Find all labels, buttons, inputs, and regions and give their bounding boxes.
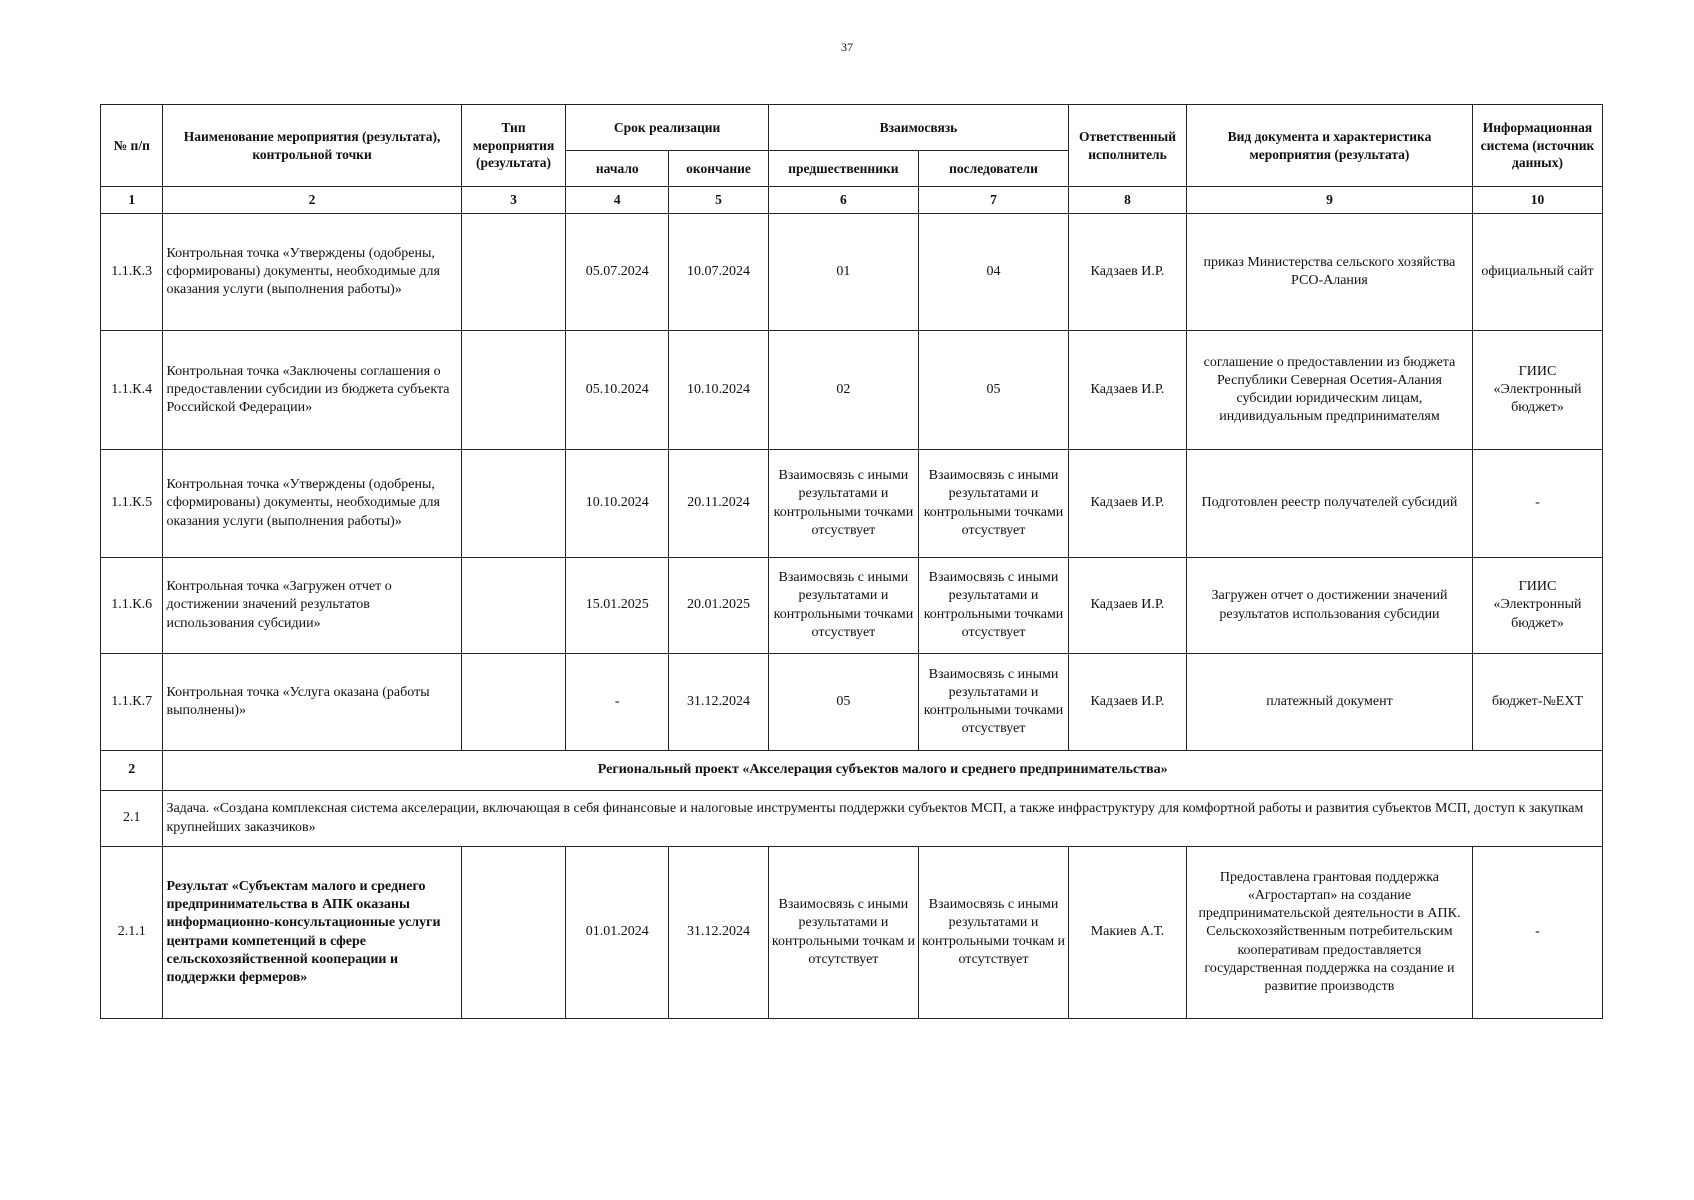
header-pred: предшественники	[768, 151, 918, 187]
result-start: 01.01.2024	[566, 847, 669, 1019]
row-pred: 02	[768, 331, 918, 450]
result-info: -	[1473, 847, 1603, 1019]
row-num: 1.1.К.6	[101, 558, 163, 654]
result-row	[101, 847, 1603, 1019]
row-resp: Кадзаев И.Р.	[1069, 654, 1187, 751]
page-number: 37	[841, 40, 853, 54]
row-succ: Взаимосвязь с иными результатами и контрольными точками отсуствует	[918, 558, 1068, 654]
header-name: Наименование мероприятия (результата), контрольной точки	[163, 105, 461, 187]
row-pred: 05	[768, 654, 918, 751]
header-end: окончание	[669, 151, 769, 187]
row-end: 10.07.2024	[669, 214, 769, 331]
row-type	[461, 331, 566, 450]
col-number: 9	[1186, 187, 1472, 214]
row-pred: 01	[768, 214, 918, 331]
column-number-row	[101, 187, 1603, 214]
col-number: 2	[163, 187, 461, 214]
result-end: 31.12.2024	[669, 847, 769, 1019]
row-info: официальный сайт	[1473, 214, 1603, 331]
row-pred: Взаимосвязь с иными результатами и контрольными точками отсуствует	[768, 450, 918, 558]
header-start: начало	[566, 151, 669, 187]
row-name: Контрольная точка «Утверждены (одобрены, сформированы) документы, необходимые для оказания услуги (выполнения работы)»	[163, 450, 461, 558]
project-num: 2	[101, 751, 163, 791]
row-resp: Кадзаев И.Р.	[1069, 214, 1187, 331]
row-start: 05.07.2024	[566, 214, 669, 331]
result-num: 2.1.1	[101, 847, 163, 1019]
row-end: 10.10.2024	[669, 331, 769, 450]
row-info: ГИИС «Электронный бюджет»	[1473, 558, 1603, 654]
row-start: 10.10.2024	[566, 450, 669, 558]
table-row	[101, 654, 1603, 751]
row-doc: соглашение о предоставлении из бюджета Республики Северная Осетия-Алания субсидии юридическим лицам, индивидуальным предпринимателям	[1186, 331, 1472, 450]
row-succ: 04	[918, 214, 1068, 331]
row-succ: Взаимосвязь с иными результатами и контрольными точками отсуствует	[918, 654, 1068, 751]
task-row	[101, 791, 1603, 847]
header-period: Срок реализации	[566, 105, 768, 151]
row-end: 20.01.2025	[669, 558, 769, 654]
project-title: Региональный проект «Акселерация субъектов малого и среднего предпринимательства»	[163, 751, 1603, 791]
result-pred: Взаимосвязь с иными результатами и контрольными точкам и отсутствует	[768, 847, 918, 1019]
row-end: 31.12.2024	[669, 654, 769, 751]
row-name: Контрольная точка «Загружен отчет о достижении значений результатов использования субсидии»	[163, 558, 461, 654]
row-type	[461, 214, 566, 331]
header-link: Взаимосвязь	[768, 105, 1068, 151]
row-type	[461, 558, 566, 654]
row-resp: Кадзаев И.Р.	[1069, 558, 1187, 654]
result-resp: Макиев А.Т.	[1069, 847, 1187, 1019]
col-number: 1	[101, 187, 163, 214]
row-type	[461, 450, 566, 558]
row-resp: Кадзаев И.Р.	[1069, 450, 1187, 558]
row-start: 05.10.2024	[566, 331, 669, 450]
row-doc: Загружен отчет о достижении значений результатов использования субсидии	[1186, 558, 1472, 654]
col-number: 10	[1473, 187, 1603, 214]
row-doc: платежный документ	[1186, 654, 1472, 751]
row-pred: Взаимосвязь с иными результатами и контрольными точками отсуствует	[768, 558, 918, 654]
row-name: Контрольная точка «Услуга оказана (работы выполнены)»	[163, 654, 461, 751]
row-doc: Подготовлен реестр получателей субсидий	[1186, 450, 1472, 558]
table-row	[101, 450, 1603, 558]
row-succ: Взаимосвязь с иными результатами и контрольными точками отсуствует	[918, 450, 1068, 558]
row-info: ГИИС «Электронный бюджет»	[1473, 331, 1603, 450]
row-num: 1.1.К.7	[101, 654, 163, 751]
activity-plan-table	[100, 104, 1603, 1019]
row-start: 15.01.2025	[566, 558, 669, 654]
col-number: 4	[566, 187, 669, 214]
row-info: -	[1473, 450, 1603, 558]
table-row	[101, 331, 1603, 450]
row-type	[461, 654, 566, 751]
header-type: Тип мероприятия (результата)	[461, 105, 566, 187]
header-succ: последователи	[918, 151, 1068, 187]
table-row	[101, 214, 1603, 331]
task-text: Задача. «Создана комплексная система акселерации, включающая в себя финансовые и налоговые инструменты поддержки субъектов МСП, а также инфраструктуру для комфортной работы и развития субъектов МСП, доступ к закупкам крупнейших заказчиков»	[163, 791, 1603, 847]
row-end: 20.11.2024	[669, 450, 769, 558]
row-name: Контрольная точка «Заключены соглашения о предоставлении субсидии из бюджета субъекта Российской Федерации»	[163, 331, 461, 450]
header-resp: Ответственный исполнитель	[1069, 105, 1187, 187]
row-start: -	[566, 654, 669, 751]
table-row	[101, 558, 1603, 654]
row-name: Контрольная точка «Утверждены (одобрены, сформированы) документы, необходимые для оказания услуги (выполнения работы)»	[163, 214, 461, 331]
col-number: 5	[669, 187, 769, 214]
col-number: 6	[768, 187, 918, 214]
col-number: 3	[461, 187, 566, 214]
result-succ: Взаимосвязь с иными результатами и контрольными точкам и отсутствует	[918, 847, 1068, 1019]
header-num: № п/п	[101, 105, 163, 187]
row-doc: приказ Министерства сельского хозяйства РСО-Алания	[1186, 214, 1472, 331]
result-type	[461, 847, 566, 1019]
row-info: бюджет-№EXT	[1473, 654, 1603, 751]
header-doc: Вид документа и характеристика мероприятия (результата)	[1186, 105, 1472, 187]
result-doc: Предоставлена грантовая поддержка «Агростартап» на создание предпринимательской деятельности в АПК. Сельскохозяйственным потребительским кооперативам предоставляется государственная поддержка на создание и развитие производств	[1186, 847, 1472, 1019]
row-succ: 05	[918, 331, 1068, 450]
col-number: 8	[1069, 187, 1187, 214]
header-info: Информационная система (источник данных)	[1473, 105, 1603, 187]
task-num: 2.1	[101, 791, 163, 847]
row-num: 1.1.К.4	[101, 331, 163, 450]
project-row	[101, 751, 1603, 791]
row-num: 1.1.К.5	[101, 450, 163, 558]
row-resp: Кадзаев И.Р.	[1069, 331, 1187, 450]
result-name: Результат «Субъектам малого и среднего предпринимательства в АПК оказаны информационно-консультационные услуги центрами компетенций в сфере сельскохозяйственной кооперации и поддержки фермеров»	[163, 847, 461, 1019]
col-number: 7	[918, 187, 1068, 214]
row-num: 1.1.К.3	[101, 214, 163, 331]
